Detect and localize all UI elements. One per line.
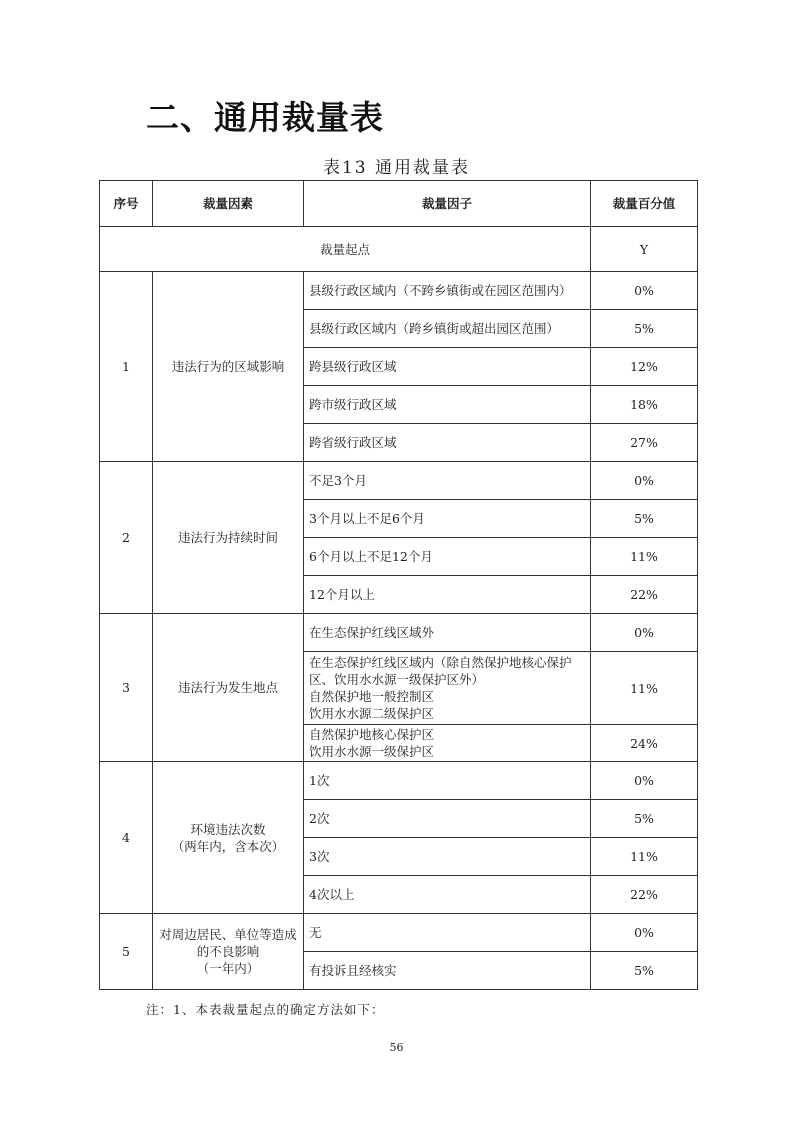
row-item: 不足3个月 [304, 462, 591, 500]
header-factor: 裁量因素 [153, 181, 304, 227]
row-factor [153, 914, 304, 990]
row-item: 3个月以上不足6个月 [304, 500, 591, 538]
table-header-row [100, 181, 698, 227]
origin-value: Y [591, 227, 698, 272]
origin-row [100, 227, 698, 272]
row-item: 无 [304, 914, 591, 952]
row-value: 5% [591, 800, 698, 838]
row-factor: 违法行为发生地点 [153, 614, 304, 762]
header-no: 序号 [100, 181, 153, 227]
row-value: 11% [591, 838, 698, 876]
row-item: 有投诉且经核实 [304, 952, 591, 990]
row-value: 0% [591, 762, 698, 800]
table-row [100, 272, 698, 310]
row-factor-line: （两年内，含本次） [171, 838, 285, 854]
origin-label: 裁量起点 [100, 227, 591, 272]
row-number: 4 [100, 762, 153, 914]
row-value: 22% [591, 876, 698, 914]
row-number: 2 [100, 462, 153, 614]
row-factor [153, 762, 304, 914]
row-number: 1 [100, 272, 153, 462]
row-item: 跨县级行政区域 [304, 348, 591, 386]
row-number: 5 [100, 914, 153, 990]
row-value: 22% [591, 576, 698, 614]
row-factor: 违法行为持续时间 [153, 462, 304, 614]
row-item: 县级行政区域内（不跨乡镇街或在园区范围内） [304, 272, 591, 310]
row-item: 12个月以上 [304, 576, 591, 614]
row-item-line: 饮用水水源一级保护区 [309, 744, 435, 759]
row-value: 0% [591, 462, 698, 500]
row-value: 0% [591, 272, 698, 310]
row-item: 6个月以上不足12个月 [304, 538, 591, 576]
row-item: 3次 [304, 838, 591, 876]
row-item [304, 725, 591, 762]
table-caption: 表13 通用裁量表 [322, 158, 471, 178]
row-item: 跨市级行政区域 [304, 386, 591, 424]
table-row [100, 762, 698, 800]
row-value: 5% [591, 310, 698, 348]
row-item: 跨省级行政区域 [304, 424, 591, 462]
header-value: 裁量百分值 [591, 181, 698, 227]
row-item-line: 在生态保护红线区域内（除自然保护地核心保护区、饮用水水源一级保护区外） [309, 655, 572, 687]
row-item: 1次 [304, 762, 591, 800]
table-row [100, 914, 698, 952]
row-item: 县级行政区域内（跨乡镇街或超出园区范围） [304, 310, 591, 348]
row-value: 5% [591, 952, 698, 990]
table-note: 注：1、本表裁量起点的确定方法如下： [146, 1002, 385, 1017]
row-factor: 违法行为的区域影响 [153, 272, 304, 462]
row-value: 12% [591, 348, 698, 386]
row-item: 4次以上 [304, 876, 591, 914]
table-row [100, 614, 698, 652]
row-item: 2次 [304, 800, 591, 838]
page-number: 56 [389, 1041, 404, 1054]
row-item-line: 自然保护地核心保护区 [309, 727, 435, 742]
table-row [100, 462, 698, 500]
row-factor-line: 环境违法次数 [190, 821, 266, 837]
row-item-line: 饮用水水源二级保护区 [309, 706, 435, 721]
row-value: 0% [591, 614, 698, 652]
row-value: 24% [591, 725, 698, 762]
row-value: 11% [591, 652, 698, 725]
row-value: 5% [591, 500, 698, 538]
row-number: 3 [100, 614, 153, 762]
row-factor-line: 对周边居民、单位等造成的不良影响 [159, 927, 297, 959]
row-value: 18% [591, 386, 698, 424]
row-value: 11% [591, 538, 698, 576]
row-value: 27% [591, 424, 698, 462]
row-item [304, 652, 591, 725]
discretion-table [99, 180, 698, 990]
row-item-line: 自然保护地一般控制区 [309, 689, 435, 704]
row-item: 在生态保护红线区域外 [304, 614, 591, 652]
section-heading: 二、通用裁量表 [146, 98, 384, 137]
header-item: 裁量因子 [304, 181, 591, 227]
row-factor-line: （一年内） [196, 961, 260, 976]
row-value: 0% [591, 914, 698, 952]
